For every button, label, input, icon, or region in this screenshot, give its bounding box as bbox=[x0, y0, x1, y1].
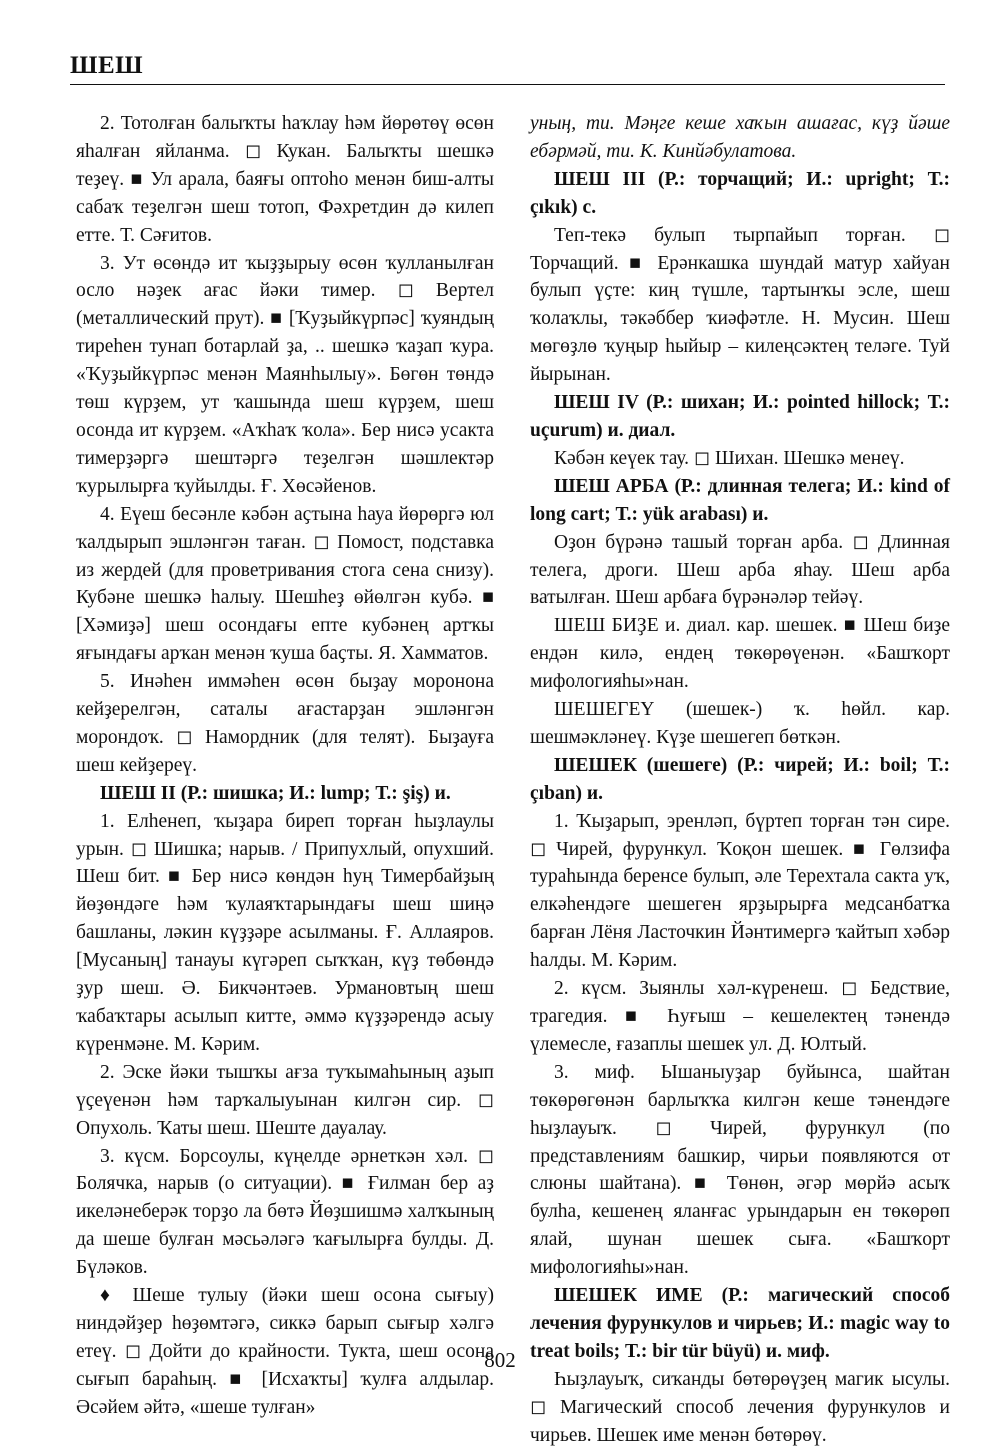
right-entry-5: 2. күсм. Зыянлы хәл-күренеш. ◻ Бедствие, трагедия. ■ Һуғыш – кешелектең тәнендә үлемесле, ғазаплы шешек ул. Д. Юлтый. bbox=[530, 978, 950, 1055]
header-rule bbox=[70, 84, 945, 85]
right-headword-sheshek: ШЕШЕК (шешеге) (Р.: чирей; И.: boil; Т.: çıban) и. bbox=[530, 754, 950, 804]
right-entry-continued: уның, ти. Мәңге кеше хаҡын ашағас, күҙ йәше ебәрмәй, ти. К. Кинйәбулатова. bbox=[530, 113, 950, 162]
right-entry-7: Һыҙлауыҡ, сиҡанды бөтөрөүҙең магик ысулы. ◻ Магический способ лечения фурункулов и чирьев. Шешек име менән бөтөрөү. bbox=[530, 1368, 950, 1446]
right-entry-2: Кәбән кеүек тау. ◻ Шихан. Шешкә менеү. bbox=[554, 447, 905, 469]
right-headword-sheshek-ime: ШЕШЕК ИМЕ (Р.: магический способ лечения фурункулов и чирьев; И.: magic way to treat boils; Т.: bir tür büyü) и. миф. bbox=[530, 1285, 950, 1362]
left-entry-6: 2. Эске йәки тышҡы ағза туҡымаһының аҙып үҫеүенән һәм тарҡалыуынан килгән сир. ◻ Опухоль. Ҡаты шеш. Шеште дауалау. bbox=[76, 1061, 494, 1139]
left-idiom-entry: ♦ Шеше тулыу (йәки шеш осона сығыу) ниндәйҙер һөҙөмтәгә, сиккә барып сығыр хәлгә етеү. ◻ Дойти до крайности. Тукта, шеш осона сығып бараһың. ■ [Исхаҡты] ҡулға алдылар. Әсәйем әйтә, «шеше тулған» bbox=[76, 1285, 494, 1418]
page-number: 802 bbox=[484, 1348, 516, 1372]
right-headword-shesheguu: ШЕШЕГЕҮ (шешек-) ҡ. һөйл. кар. шешмәкләнеү. Күҙе шешегеп бөткән. bbox=[530, 699, 950, 748]
right-entry-1: Теп-текә булып тырпайып торған. ◻ Торчащий. ■ Ерәнкашка шундай матур хайуан булып үҫте: киң түшле, тартынҡы эсле, шеш ҡолаҡлы, тәкәббер ҡиәфәтле. Н. Мусин. Шеш мөгөҙлө ҡуңыр һыйыр – килеңсәктең теләге. Туй йырынан. bbox=[530, 224, 950, 386]
left-headword-shesh-2: ШЕШ II (Р.: шишка; И.: lump; Т.: şiş) и. bbox=[100, 782, 451, 804]
left-entry-4: 5. Инәһен иммәһен өсөн быҙау моронона кейҙерелгән, саталы ағастарҙан эшләнгән морондоҡ. ◻ Намордник (для телят). Быҙауға шеш кейҙереү. bbox=[76, 671, 494, 776]
left-entry-5: 1. Елһенеп, ҡыҙара биреп торған һыҙлаулы урын. ◻ Шишка; нарыв. / Припухлый, опухший. Шеш бит. ■ Бер нисә көндән һуң Тимербайҙың йөҙөндәге һәм ҡулаяҡтарындағы шеш шиңә башланы, ләкин күҙҙәре асылманы. Ғ. Аллаяров. [Мусаның] танауы күгәреп сыҡҡан, күҙ төбөндә ҙур шеш. Ә. Бикчәнтәев. Урмановтың шеш ҡабаҡтары асылып китте, әммә күҙҙәрендә асыу күренмәне. М. Кәрим. bbox=[76, 810, 494, 1055]
left-column bbox=[76, 110, 494, 1422]
right-entry-4: 1. Ҡыҙарып, эренләп, бүртеп торған тән сире. ◻ Чирей, фурункул. Ҡоқон шешек. ■ Гөлзифа тураһында беренсе булып, әле Терехтала сакта уҡ, елкәһендәге шешеген ярҙырырға медсанбатҡа барған Лёня Ласточкин Йәнтимергә ҡайтып хәбәр һалды. М. Кәрим. bbox=[530, 810, 950, 972]
left-entry-1: 2. Тотолған балыҡты һаҡлау һәм йөрөтөү өсөн яһалған яйланма. ◻ Кукан. Балыҡты шешкә теҙеү. ■ Ул арала, баяғы оптоһо менән биш-алты сабаҡ теҙелгән шеш тотоп, Фәхретдин дә килеп етте. Т. Сәғитов. bbox=[76, 113, 494, 246]
right-headword-shesh-3: ШЕШ III (Р.: торчащий; И.: upright; Т.: çıkık) с. bbox=[530, 168, 950, 218]
left-entry-3: 4. Еүеш бесәнле кәбән аҫтына һауа йөрөргә юл ҡалдырып эшләнгән таған. ◻ Помост, подставка из жердей (для проветривания стога сена снизу). Кубәне шешкә һалыу. Шешһеҙ өйөлгән кубә. ■ [Хәмиҙә] шеш осондағы епте кубәнең артҡы яғындағы арҡан менән ҡуша баҫты. Я. Хамматов. bbox=[76, 503, 494, 665]
left-entry-7: 3. күсм. Борсоулы, күңелде әрнеткән хәл. ◻ Болячка, нарыв (о ситуации). ■ Ғилман бер аҙ икеләнеберәк торҙо ла бөтә Йөҙшишмә халҡының да шеше булған мәсьәләгә ҡағылырға булды. Д. Бүләков. bbox=[76, 1145, 494, 1279]
right-headword-shesh-4: ШЕШ IV (Р.: шихан; И.: pointed hillock; Т.: uçurum) и. диал. bbox=[530, 392, 950, 441]
right-headword-shesh-arba: ШЕШ АРБА (Р.: длинная телега; И.: kind of long cart; Т.: yük arabası) и. bbox=[530, 475, 950, 525]
right-column bbox=[530, 110, 950, 1450]
right-entry-6: 3. миф. Ышаныуҙар буйынса, шайтан төкөрөгөнән барлыҡҡа килгән кеше тәнендәге һыҙлауыҡ. ◻ Чирей, фурункул (по представлениям башкир, чирьи появляются от слюны шайтана). ■ Төнөн, әгәр мөрйә асыҡ булһа, кешенең яланғас урындарын ен төкөрөп ялай, шунан шешек сыға. «Башҡорт мифологияһы»нан. bbox=[530, 1061, 950, 1279]
running-header: ШЕШ bbox=[70, 52, 144, 79]
right-entry-3: Оҙон бүрәнә ташый торған арба. ◻ Длинная телега, дроги. Шеш арба яһау. Шеш арба ватылған. Шеш арбаға бүрәнәләр тейәү. bbox=[530, 531, 950, 609]
right-headword-shesh-bize: ШЕШ БИҘЕ и. диал. кар. шешек. ■ Шеш биҙе ендән килә, ендең төкөрөүенән. «Башҡорт мифологияһы»нан. bbox=[530, 615, 950, 693]
left-entry-2: 3. Ут өсөндә ит ҡыҙҙырыу өсөн ҡулланылған осло нәҙек ағас йәки тимер. ◻ Вертел (металлический прут). ■ [Ҡуҙыйкүрпәс] ҡуяндың тиреһен тунап ботарлай ҙа, .. шешкә ҡаҙап ҡура. «Ҡуҙыйкүрпәс менән Маянһылыу». Бөгөн төндә төш күрҙем, ут ҡашында шеш күрҙем, шеш осонда ит күрҙем. «Аҡһаҡ ҡола». Бер нисә усакта тимерҙәргә шештәргә теҙелгән шәшлектәр ҡурылырға ҡуйылды. Ғ. Хөсәйенов. bbox=[76, 252, 494, 497]
